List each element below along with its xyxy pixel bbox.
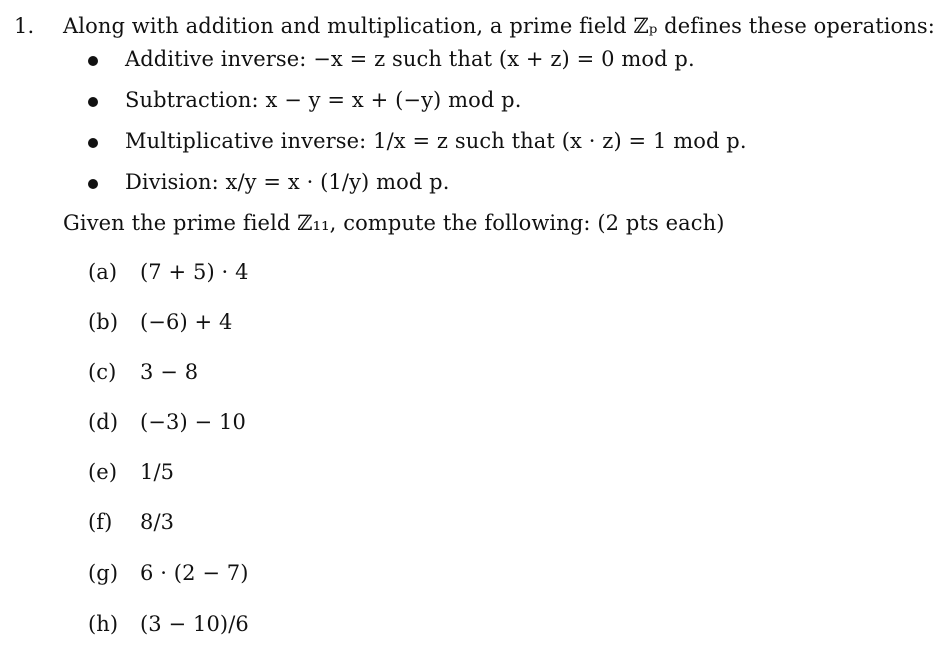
part-expression-e: 1/5 [140, 460, 175, 484]
bullet-subtraction: Subtraction: x − y = x + (−y) mod p. [125, 88, 522, 112]
part-expression-g: 6 · (2 − 7) [140, 561, 249, 585]
part-label-d: (d) [88, 410, 119, 434]
part-label-a: (a) [88, 260, 118, 284]
bullet-multiplicative-inverse: Multiplicative inverse: 1/x = z such that (x · z) = 1 mod p. [125, 129, 747, 153]
bullet-icon [88, 56, 98, 66]
part-label-f: (f) [88, 510, 113, 534]
part-label-e: (e) [88, 460, 118, 484]
bullet-division: Division: x/y = x · (1/y) mod p. [125, 170, 450, 194]
given-statement: Given the prime field ℤ₁₁, compute the following: (2 pts each) [63, 211, 725, 235]
question-intro: Along with addition and multiplication, a prime field ℤₚ defines these operations: [63, 14, 935, 38]
part-expression-b: (−6) + 4 [140, 310, 233, 334]
part-label-b: (b) [88, 310, 119, 334]
bullet-icon [88, 138, 98, 148]
part-label-g: (g) [88, 561, 119, 585]
bullet-icon [88, 179, 98, 189]
part-expression-h: (3 − 10)/6 [140, 612, 249, 636]
bullet-additive-inverse: Additive inverse: −x = z such that (x + z) = 0 mod p. [125, 47, 695, 71]
part-expression-a: (7 + 5) · 4 [140, 260, 249, 284]
question-number: 1. [14, 14, 35, 38]
part-expression-d: (−3) − 10 [140, 410, 246, 434]
bullet-icon [88, 97, 98, 107]
part-label-h: (h) [88, 612, 119, 636]
part-expression-f: 8/3 [140, 510, 175, 534]
part-expression-c: 3 − 8 [140, 360, 199, 384]
part-label-c: (c) [88, 360, 117, 384]
